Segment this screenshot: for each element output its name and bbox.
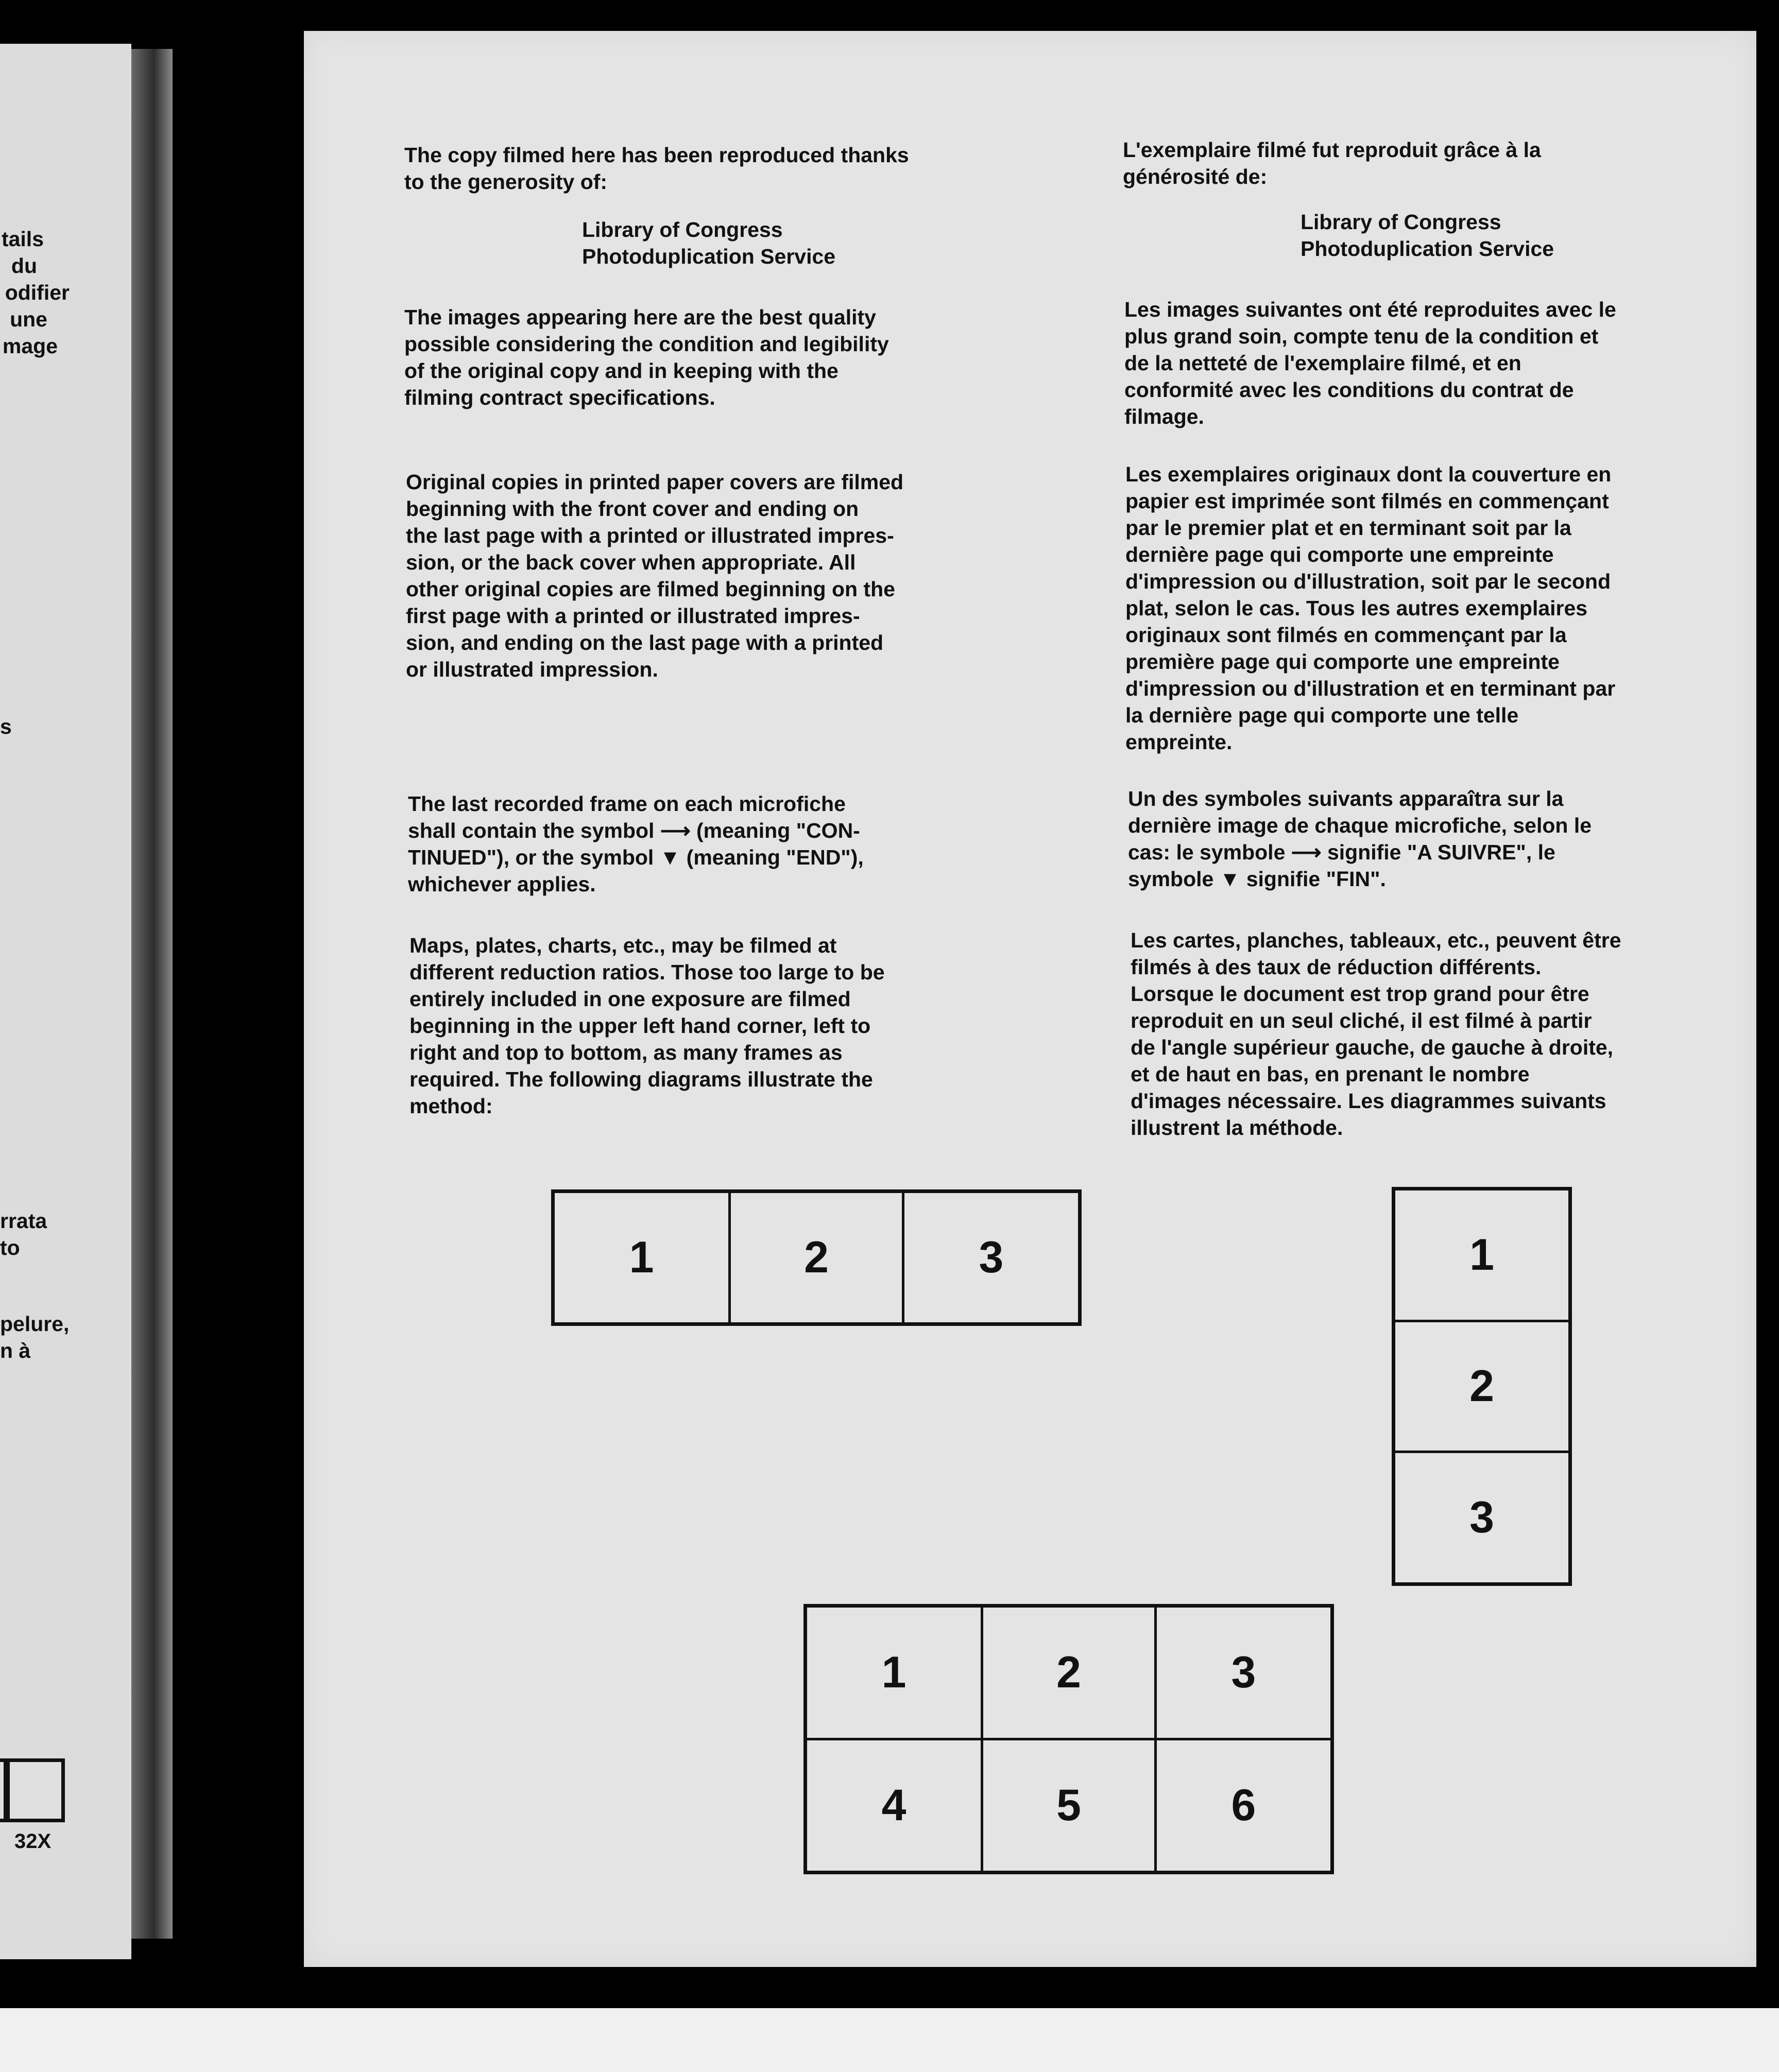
- diagram-grid-cell: 5: [982, 1739, 1156, 1873]
- diagram-row-cell: 1: [553, 1192, 730, 1324]
- left-fragment: mage: [2, 334, 58, 358]
- scale-label: 32X: [14, 1830, 52, 1853]
- english-quality-block: [404, 304, 889, 411]
- english-column: [404, 142, 909, 195]
- diagram-grid-cell: 6: [1155, 1739, 1332, 1873]
- english-maps: Maps, plates, charts, etc., may be filmed at different reduction ratios. Those too large to be entirely included in one exposure are filmed beginning in the upper left hand corner, left to right and top to bottom, as many frames as required. The following diagrams illustrate the method:: [409, 934, 885, 1118]
- left-partial-page: [0, 44, 131, 1959]
- diagram-column-cell: 1: [1394, 1189, 1570, 1321]
- left-fragment: pelure,: [0, 1312, 70, 1336]
- french-intro: L'exemplaire filmé fut reproduit grâce à la générosité de:: [1123, 138, 1541, 188]
- left-fragment: to: [0, 1236, 20, 1259]
- english-originals: Original copies in printed paper covers are filmed beginning with the front cover and ending on the last page with a printed or illustrated impres- sion, or the back cover when appropriate. All other original copies are filmed beginning on the first page with a printed or illustrated impres- sion, and ending on the last page with a printed or illustrated impression.: [406, 470, 904, 681]
- left-fragment: rrata: [0, 1209, 47, 1233]
- continued-arrow-icon: ⟶: [660, 819, 691, 842]
- left-fragment: s: [0, 715, 12, 738]
- diagram-row: [551, 1189, 1082, 1326]
- diagram-column-cell: 2: [1394, 1321, 1570, 1452]
- french-originals: Les exemplaires originaux dont la couverture en papier est imprimée sont filmés en commençant par le premier plat et en terminant soit par la dernière page qui comporte une empreinte d'impression ou d'illustration, soit par le second plat, selon le cas. Tous les autres exemplaires originaux sont filmés en commençant par la première page qui comporte une empreinte d'impression ou d'illustration et en terminant par la dernière page qui comporte une telle empreinte.: [1125, 462, 1616, 754]
- left-fragment: tails: [1, 227, 44, 251]
- english-library: Library of Congress Photoduplication Service: [582, 218, 836, 268]
- english-maps-block: [409, 932, 885, 1119]
- french-quality: Les images suivantes ont été reproduites avec le plus grand soin, compte tenu de la condition et de la netteté de l'exemplaire filmé, et en conformité avec les conditions du contrat de filmage.: [1124, 298, 1616, 428]
- diagram-grid-cell: 1: [806, 1606, 982, 1739]
- diagram-column-cell: 3: [1394, 1452, 1570, 1584]
- bottom-film-strip: [0, 2008, 1779, 2072]
- diagram-grid: [803, 1604, 1334, 1874]
- french-symbols-text: Un des symboles suivants apparaîtra sur la dernière image de chaque microfiche, selon le cas: le symbole: [1128, 787, 1592, 864]
- diagram-row-cell: 3: [903, 1192, 1080, 1324]
- english-symbols-block: [408, 790, 864, 897]
- scale-box: [6, 1758, 65, 1822]
- left-fragment: du: [11, 254, 37, 278]
- diagram-row-cell: 2: [730, 1192, 903, 1324]
- french-quality-block: [1124, 296, 1616, 430]
- left-fragment: n à: [0, 1339, 31, 1362]
- diagram-grid-cell: 4: [806, 1739, 982, 1873]
- microfiche-target-page: [304, 31, 1756, 1967]
- french-library: Library of Congress Photoduplication Service: [1301, 210, 1554, 261]
- left-fragment: odifier: [5, 281, 70, 304]
- page-gutter-shadow: [131, 49, 173, 1939]
- diagram-grid-cell: 3: [1155, 1606, 1332, 1739]
- diagram-grid-cell: 2: [982, 1606, 1156, 1739]
- french-maps-block: [1131, 927, 1621, 1141]
- english-symbols-text: The last recorded frame on each microfiche shall contain the symbol: [408, 792, 846, 842]
- english-quality: The images appearing here are the best quality possible considering the condition and legibility of the original copy and in keeping with the filming contract specifications.: [404, 305, 889, 409]
- diagram-column: [1392, 1187, 1572, 1586]
- english-symbols-text-2: (meaning "CON- TINUED"), or the symbol ▼ (meaning "END"), whichever applies.: [408, 819, 864, 896]
- french-symbols-block: [1128, 785, 1592, 892]
- english-intro: The copy filmed here has been reproduced thanks to the generosity of:: [404, 143, 909, 194]
- continued-arrow-icon: ⟶: [1291, 840, 1322, 864]
- french-column: [1123, 136, 1541, 190]
- left-fragment: une: [10, 307, 47, 331]
- french-originals-block: [1125, 461, 1615, 755]
- french-symbols-text-2: signifie "A SUIVRE", le symbole ▼ signifie "FIN".: [1128, 840, 1555, 891]
- french-maps: Les cartes, planches, tableaux, etc., peuvent être filmés à des taux de réduction différents. Lorsque le document est trop grand pour être reproduit en un seul cliché, il est filmé à partir de l'angle supérieur gauche, de gauche à droite, et de haut en bas, en prenant le nombre d'images nécessaire. Les diagrammes suivants illustrent la méthode.: [1131, 928, 1621, 1139]
- english-originals-block: [406, 469, 903, 683]
